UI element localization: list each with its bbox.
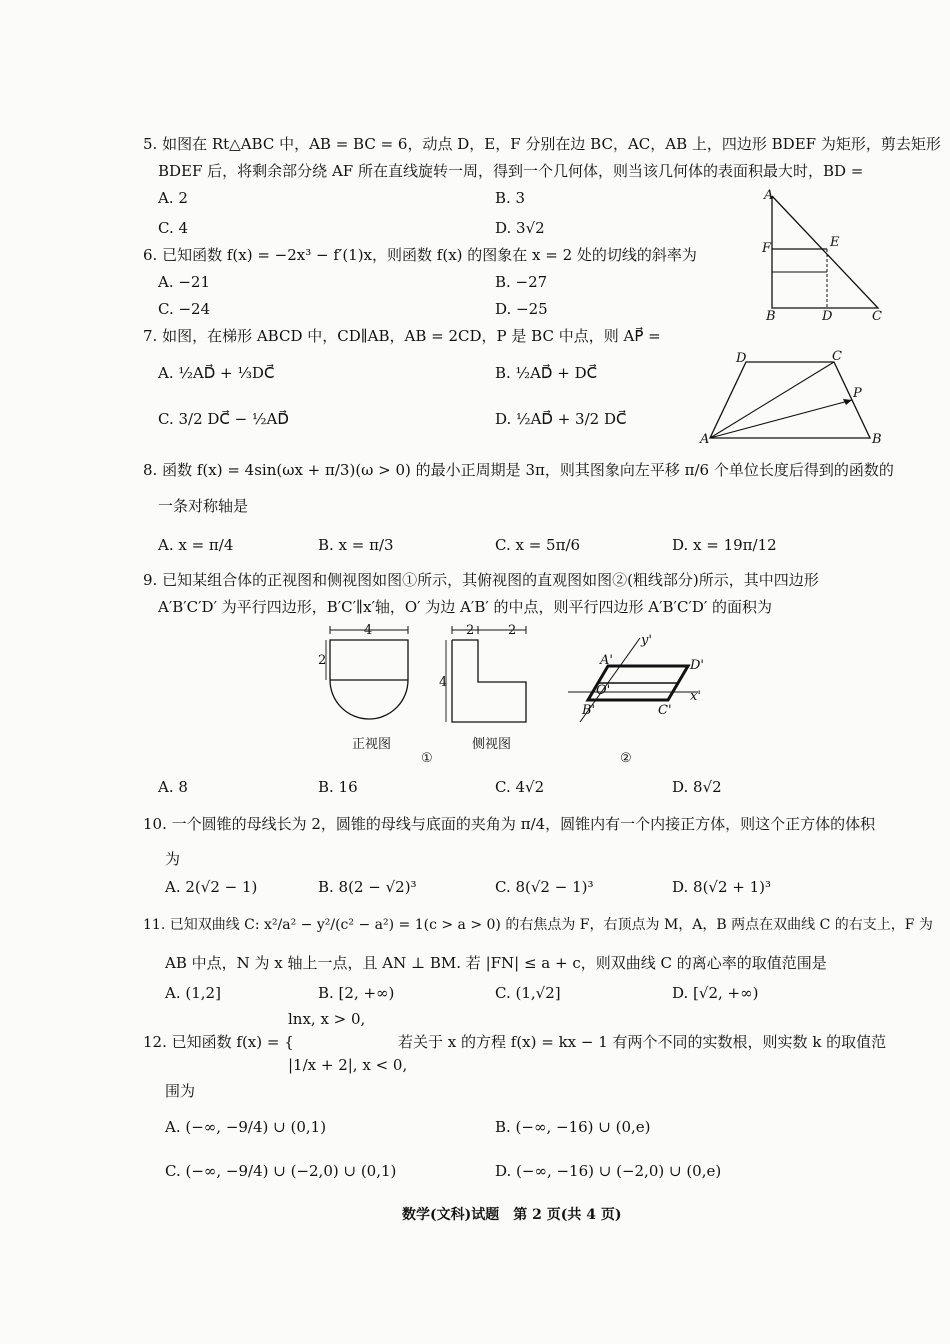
q9-label-a: A' [600,653,613,668]
q5-stem-line2: BDEF 后，将剩余部分绕 AF 所在直线旋转一周，得到一个几何体，则当该几何体的表面积最大时，BD = [158,162,864,180]
q10-option-b: B. 8(2 − √2)³ [318,878,417,896]
q12-piece-1: lnx, x > 0, [288,1010,366,1028]
q9-label-c: C' [658,703,672,718]
q7-trapezoid-figure [700,350,890,450]
q6-option-b: B. −27 [495,273,548,291]
q9-stem-line2: A′B′C′D′ 为平行四边形，B′C′∥x′轴，O′ 为边 A′B′ 的中点，则平行四边形 A′B′C′D′ 的面积为 [158,598,773,616]
q7-label-p: P [853,386,862,401]
q7-option-a: A. ½AD⃗ + ⅓DC⃗ [158,364,275,382]
q10-option-c: C. 8(√2 − 1)³ [495,878,594,896]
q8-option-a: A. x = π/4 [158,536,234,554]
q7-label-b: B [872,432,882,447]
q12-option-d: D. (−∞, −16) ∪ (−2,0) ∪ (0,e) [495,1162,722,1180]
q7-label-c: C [832,349,842,364]
q10-option-a: A. 2(√2 − 1) [165,878,258,896]
q5-label-a: A [764,188,774,203]
q8-option-c: C. x = 5π/6 [495,536,581,554]
q9-three-view-figure [318,622,718,772]
q8-option-d: D. x = 19π/12 [672,536,777,554]
q5-stem-line1: 5. 如图在 Rt△ABC 中，AB = BC = 6，动点 D，E，F 分别在边 BC，AC，AB 上，四边形 BDEF 为矩形，剪去矩形 [143,135,941,153]
q9-option-c: C. 4√2 [495,778,545,796]
q10-stem-line1: 10. 一个圆锥的母线长为 2，圆锥的母线与底面的夹角为 π/4，圆锥内有一个内接正方体，则这个正方体的体积 [143,815,876,833]
q7-label-a: A [700,432,710,447]
q9-side-width-label-1: 2 [466,623,475,638]
q8-stem-line2: 一条对称轴是 [158,497,249,515]
q7-option-c: C. 3/2 DC⃗ − ½AD⃗ [158,410,289,428]
q12-option-a: A. (−∞, −9/4) ∪ (0,1) [165,1118,327,1136]
q9-option-d: D. 8√2 [672,778,722,796]
q12-stem-tail: 若关于 x 的方程 f(x) = kx − 1 有两个不同的实数根，则实数 k 的取值范 [398,1033,887,1051]
q5-triangle-figure [760,186,890,326]
q10-stem-line2: 为 [165,850,181,868]
q12-stem-head: 12. 已知函数 f(x) = { [143,1033,294,1051]
q11-option-a: A. (1,2] [165,984,221,1002]
q9-front-width-label: 4 [364,623,373,638]
q9-axis-y-label: y' [641,633,652,648]
q5-option-c: C. 4 [158,219,189,237]
q7-option-b: B. ½AD⃗ + DC⃗ [495,364,598,382]
q9-side-width-label-2: 2 [508,623,517,638]
q9-figure-2-marker: ② [620,751,632,766]
q11-option-d: D. [√2, +∞) [672,984,759,1002]
q6-option-a: A. −21 [158,273,211,291]
q5-option-d: D. 3√2 [495,219,545,237]
q12-piece-2: |1/x + 2|, x < 0, [288,1056,408,1074]
q11-stem-line2: AB 中点，N 为 x 轴上一点，且 AN ⊥ BM. 若 |FN| ≤ a + c，则双曲线 C 的离心率的取值范围是 [165,954,827,972]
q8-stem-line1: 8. 函数 f(x) = 4sin(ωx + π/3)(ω > 0) 的最小正周期是 3π，则其图象向左平移 π/6 个单位长度后得到的函数的 [143,461,894,479]
q9-label-o: O' [596,683,611,698]
q9-stem-line1: 9. 已知某组合体的正视图和侧视图如图①所示，其俯视图的直观图如图②(粗线部分)所示，其中四边形 [143,571,819,589]
q9-option-b: B. 16 [318,778,358,796]
q10-option-d: D. 8(√2 + 1)³ [672,878,772,896]
q5-label-d: D [822,309,833,324]
q8-option-b: B. x = π/3 [318,536,394,554]
q7-stem: 7. 如图，在梯形 ABCD 中，CD∥AB，AB = 2CD，P 是 BC 中点，则 AP⃗ = [143,327,661,345]
q12-option-c: C. (−∞, −9/4) ∪ (−2,0) ∪ (0,1) [165,1162,397,1180]
q9-figure-1-marker: ① [421,751,433,766]
q9-side-view-caption: 侧视图 [472,737,512,752]
q6-option-d: D. −25 [495,300,548,318]
q9-front-height-label: 2 [318,653,327,668]
q7-option-d: D. ½AD⃗ + 3/2 DC⃗ [495,410,627,428]
q5-label-f: F [762,241,772,256]
q5-label-c: C [872,309,882,324]
q12-stem-line2: 围为 [165,1082,196,1100]
q11-stem-line1: 11. 已知双曲线 C: x²/a² − y²/(c² − a²) = 1(c > a > 0) 的右焦点为 F，右顶点为 M，A，B 两点在双曲线 C 的右支上，F 为 [143,917,933,933]
q6-stem: 6. 已知函数 f(x) = −2x³ − f′(1)x，则函数 f(x) 的图象在 x = 2 处的切线的斜率为 [143,246,697,264]
q5-option-b: B. 3 [495,189,526,207]
q9-option-a: A. 8 [158,778,188,796]
q9-side-height-label: 4 [439,675,448,690]
q6-option-c: C. −24 [158,300,211,318]
q7-label-d: D [736,351,747,366]
q11-option-b: B. [2, +∞) [318,984,395,1002]
q9-axis-x-label: x' [690,689,701,704]
page-footer: 数学(文科)试题 第 2 页(共 4 页) [402,1207,622,1223]
q9-label-b: B' [582,703,596,718]
q5-option-a: A. 2 [158,189,188,207]
q9-label-d: D' [690,658,704,673]
q12-option-b: B. (−∞, −16) ∪ (0,e) [495,1118,651,1136]
q5-label-b: B [766,309,776,324]
q9-front-view-caption: 正视图 [352,737,392,752]
q11-option-c: C. (1,√2] [495,984,561,1002]
q5-label-e: E [830,235,840,250]
